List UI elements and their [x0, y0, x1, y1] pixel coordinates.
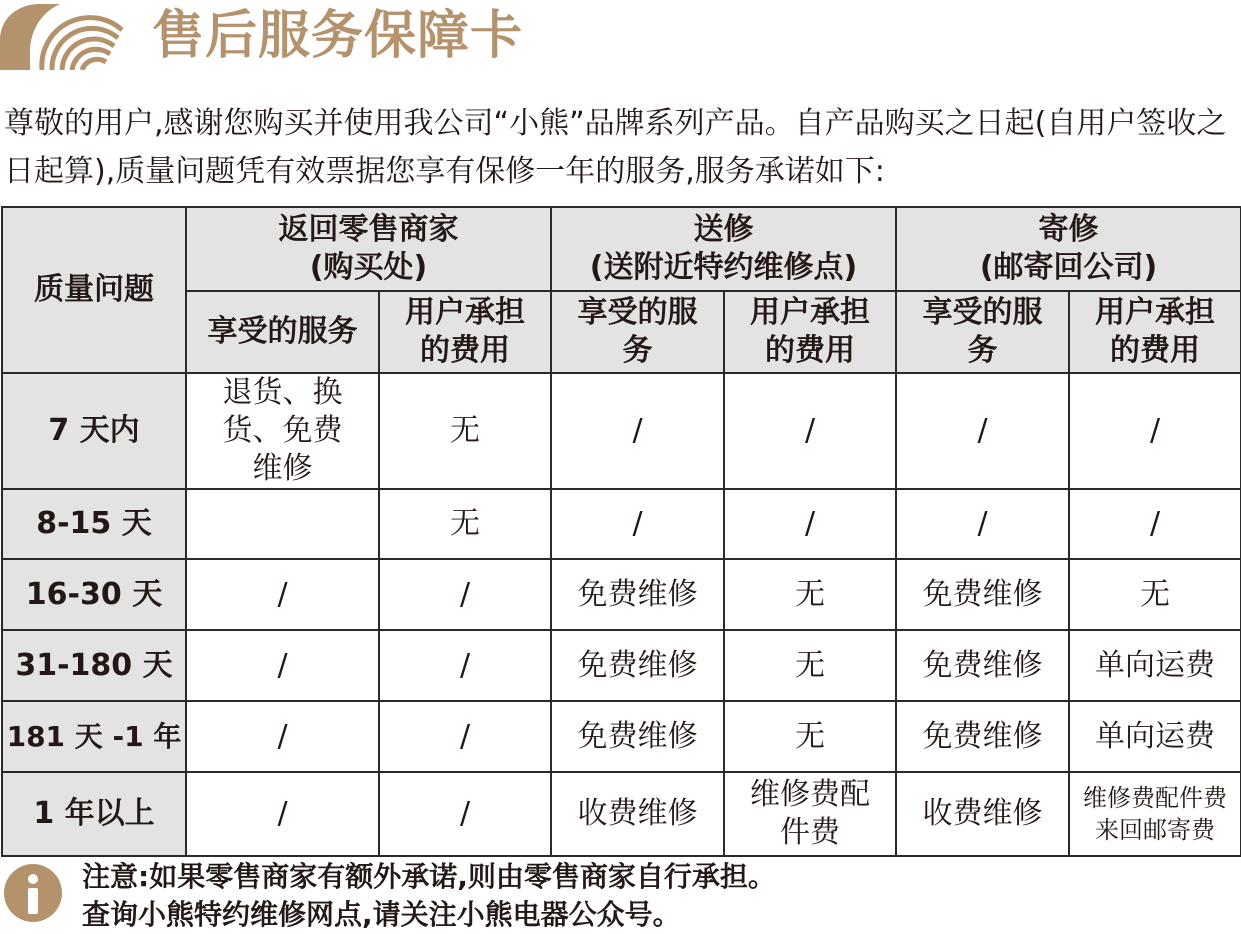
table-row — [2, 701, 1241, 772]
table-cell: 维修费配件费来回邮寄费 — [1069, 772, 1241, 856]
notice-section — [0, 856, 1241, 934]
table-row — [2, 489, 1241, 559]
period-cell: 31-180 天 — [2, 630, 186, 701]
intro-paragraph: 尊敬的用户,感谢您购买并使用我公司“小熊”品牌系列产品。自产品购买之日起(自用户签收之日起算),质量问题凭有效票据您享有保修一年的服务,服务承诺如下: — [4, 106, 1227, 189]
table-cell: 无 — [379, 373, 551, 489]
group-subtitle: (购买处) — [309, 250, 428, 285]
table-cell: 单向运费 — [1069, 630, 1241, 701]
group-subtitle: (送附近特约维修点) — [589, 250, 858, 285]
page-title: 售后服务保障卡 — [152, 6, 524, 66]
subhead-service: 享受的服务 — [896, 291, 1069, 373]
table-cell: 免费维修 — [551, 701, 724, 772]
table-cell: / — [1069, 373, 1241, 489]
period-cell: 7 天内 — [2, 373, 186, 489]
group-title: 寄修 — [1038, 212, 1099, 247]
table-cell: / — [379, 772, 551, 856]
table-cell: 收费维修 — [551, 772, 724, 856]
table-cell: / — [186, 559, 379, 630]
table-cell: 单向运费 — [1069, 701, 1241, 772]
group-subtitle: (邮寄回公司) — [979, 250, 1158, 285]
table-cell: 无 — [379, 489, 551, 559]
period-cell: 16-30 天 — [2, 559, 186, 630]
period-cell: 181 天 -1 年 — [2, 701, 186, 772]
table-cell: / — [379, 630, 551, 701]
period-cell: 8-15 天 — [2, 489, 186, 559]
group-title: 送修 — [693, 212, 754, 247]
table-cell: / — [551, 373, 724, 489]
table-cell: / — [186, 701, 379, 772]
group-title: 返回零售商家 — [278, 212, 459, 247]
subhead-fee: 用户承担的费用 — [724, 291, 896, 373]
table-cell: 无 — [724, 559, 896, 630]
notice-line: 注意:如果零售商家有额外承诺,则由零售商家自行承担。 — [82, 860, 776, 893]
subhead-service: 享受的服务 — [551, 291, 724, 373]
table-cell: / — [186, 772, 379, 856]
table-cell: 无 — [724, 630, 896, 701]
subhead-fee: 用户承担的费用 — [379, 291, 551, 373]
group-header-retailer — [186, 207, 551, 291]
table-row — [2, 772, 1241, 856]
subhead-fee: 用户承担的费用 — [1069, 291, 1241, 373]
notice-line: 查询小熊特约维修网点,请关注小熊电器公众号。 — [82, 898, 681, 931]
table-row — [2, 559, 1241, 630]
info-icon — [4, 864, 62, 922]
table-row — [2, 630, 1241, 701]
table-cell: 收费维修 — [896, 772, 1069, 856]
table-cell: 维修费配件费 — [724, 772, 896, 856]
table-cell: 免费维修 — [551, 630, 724, 701]
table-cell: / — [379, 701, 551, 772]
table-cell: / — [379, 559, 551, 630]
subhead-service: 享受的服务 — [186, 291, 379, 373]
card-header — [0, 0, 1241, 80]
service-table — [1, 206, 1241, 857]
period-cell: 1 年以上 — [2, 772, 186, 856]
table-cell: / — [1069, 489, 1241, 559]
group-header-repair-point — [551, 207, 896, 291]
group-header-mail-in — [896, 207, 1241, 291]
table-cell: / — [896, 489, 1069, 559]
corner-header: 质量问题 — [2, 207, 186, 373]
table-cell — [186, 489, 379, 559]
table-cell: 免费维修 — [896, 630, 1069, 701]
notice-text — [82, 858, 776, 934]
table-cell: 免费维修 — [896, 559, 1069, 630]
table-cell: 免费维修 — [896, 701, 1069, 772]
table-cell: 退货、换货、免费维修 — [186, 373, 379, 489]
table-cell: 免费维修 — [551, 559, 724, 630]
table-cell: / — [724, 489, 896, 559]
table-cell: / — [551, 489, 724, 559]
table-row — [2, 373, 1241, 489]
brand-logo-icon — [0, 0, 128, 70]
table-cell: / — [724, 373, 896, 489]
table-cell: / — [896, 373, 1069, 489]
table-cell: / — [186, 630, 379, 701]
table-cell: 无 — [1069, 559, 1241, 630]
table-cell: 无 — [724, 701, 896, 772]
